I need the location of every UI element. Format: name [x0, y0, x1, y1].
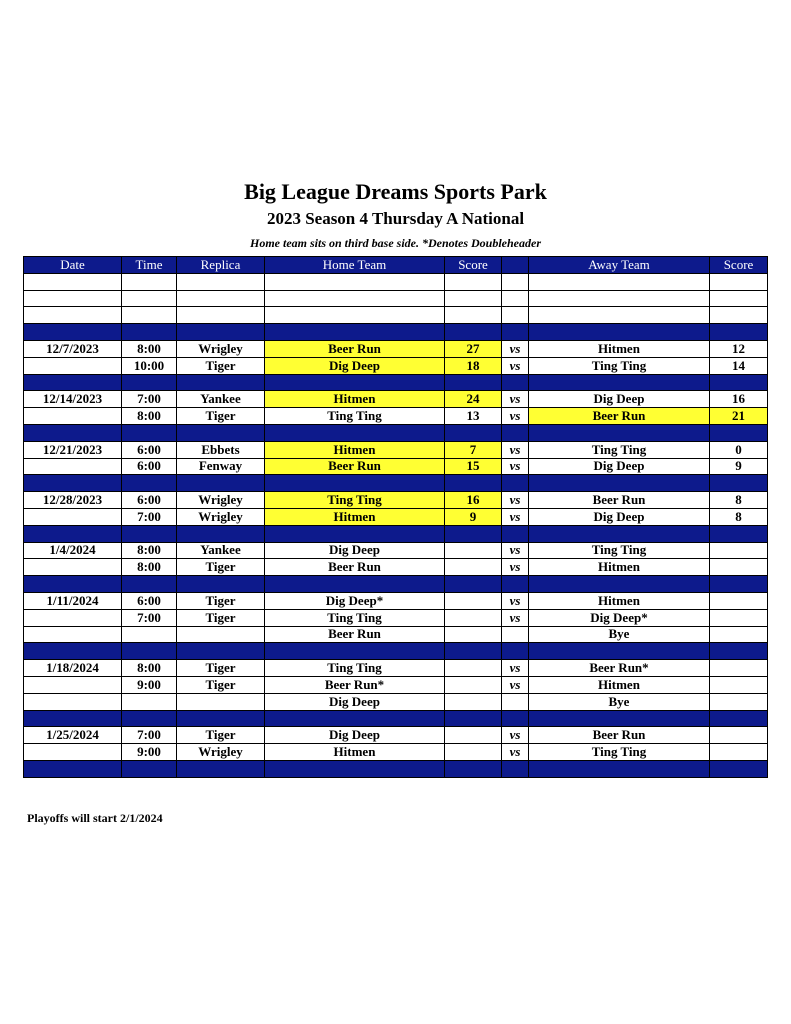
separator-cell — [177, 475, 265, 492]
cell-replica: Tiger — [177, 592, 265, 609]
schedule-body — [24, 273, 768, 777]
game-row — [24, 441, 768, 458]
cell-date — [24, 626, 122, 643]
cell-time: 9:00 — [122, 744, 177, 761]
cell-date: 12/7/2023 — [24, 340, 122, 357]
cell-replica: Wrigley — [177, 492, 265, 509]
separator-cell — [710, 760, 768, 777]
separator-cell — [445, 525, 502, 542]
cell-date: 1/25/2024 — [24, 727, 122, 744]
cell-away-score: 21 — [710, 408, 768, 425]
blank-cell — [529, 290, 710, 307]
cell-vs: vs — [502, 676, 529, 693]
cell-time: 7:00 — [122, 727, 177, 744]
cell-date — [24, 676, 122, 693]
cell-time: 8:00 — [122, 408, 177, 425]
blank-cell — [177, 307, 265, 324]
cell-home-team: Dig Deep — [265, 693, 445, 710]
cell-vs: vs — [502, 408, 529, 425]
separator-cell — [445, 710, 502, 727]
separator-cell — [24, 710, 122, 727]
cell-time: 10:00 — [122, 357, 177, 374]
cell-vs: vs — [502, 592, 529, 609]
separator-row — [24, 643, 768, 660]
cell-time: 8:00 — [122, 340, 177, 357]
separator-cell — [122, 324, 177, 341]
separator-cell — [529, 760, 710, 777]
game-row — [24, 559, 768, 576]
cell-home-score: 16 — [445, 492, 502, 509]
game-row — [24, 660, 768, 677]
cell-vs: vs — [502, 458, 529, 475]
cell-home-score — [445, 693, 502, 710]
cell-replica: Tiger — [177, 609, 265, 626]
separator-cell — [529, 374, 710, 391]
separator-cell — [24, 324, 122, 341]
separator-cell — [177, 324, 265, 341]
cell-replica: Yankee — [177, 391, 265, 408]
cell-date — [24, 609, 122, 626]
cell-home-team: Hitmen — [265, 391, 445, 408]
cell-home-team: Beer Run — [265, 559, 445, 576]
footer-note: Playoffs will start 2/1/2024 — [27, 811, 163, 825]
cell-home-team: Beer Run — [265, 626, 445, 643]
cell-away-team: Beer Run — [529, 727, 710, 744]
cell-time — [122, 693, 177, 710]
cell-away-score — [710, 559, 768, 576]
cell-date: 1/18/2024 — [24, 660, 122, 677]
cell-away-team: Dig Deep — [529, 391, 710, 408]
cell-replica: Tiger — [177, 408, 265, 425]
cell-home-team: Ting Ting — [265, 660, 445, 677]
cell-date — [24, 408, 122, 425]
cell-home-team: Dig Deep* — [265, 592, 445, 609]
cell-away-team: Hitmen — [529, 340, 710, 357]
blank-row — [24, 290, 768, 307]
game-row — [24, 592, 768, 609]
cell-away-team: Ting Ting — [529, 744, 710, 761]
game-row — [24, 340, 768, 357]
blank-cell — [122, 307, 177, 324]
separator-cell — [502, 324, 529, 341]
separator-cell — [122, 475, 177, 492]
cell-home-score — [445, 676, 502, 693]
cell-replica: Tiger — [177, 559, 265, 576]
cell-home-score — [445, 744, 502, 761]
cell-away-score: 0 — [710, 441, 768, 458]
cell-date — [24, 559, 122, 576]
game-row — [24, 744, 768, 761]
game-row — [24, 408, 768, 425]
blank-cell — [265, 273, 445, 290]
cell-vs: vs — [502, 391, 529, 408]
cell-away-team: Hitmen — [529, 676, 710, 693]
separator-cell — [445, 475, 502, 492]
cell-date: 1/11/2024 — [24, 592, 122, 609]
separator-cell — [445, 424, 502, 441]
cell-away-team: Dig Deep* — [529, 609, 710, 626]
cell-away-score — [710, 542, 768, 559]
separator-cell — [24, 525, 122, 542]
cell-away-score — [710, 592, 768, 609]
cell-replica: Tiger — [177, 727, 265, 744]
blank-cell — [710, 290, 768, 307]
separator-cell — [529, 525, 710, 542]
separator-cell — [502, 525, 529, 542]
separator-cell — [177, 374, 265, 391]
blank-cell — [122, 290, 177, 307]
cell-home-team: Hitmen — [265, 508, 445, 525]
col-header-time: Time — [122, 257, 177, 274]
cell-home-score — [445, 559, 502, 576]
separator-cell — [529, 643, 710, 660]
cell-replica: Fenway — [177, 458, 265, 475]
separator-cell — [177, 576, 265, 593]
separator-cell — [502, 475, 529, 492]
cell-away-score: 16 — [710, 391, 768, 408]
separator-cell — [445, 760, 502, 777]
separator-cell — [710, 324, 768, 341]
cell-home-team: Beer Run* — [265, 676, 445, 693]
cell-away-score: 8 — [710, 492, 768, 509]
separator-cell — [529, 710, 710, 727]
cell-time: 6:00 — [122, 458, 177, 475]
blank-cell — [177, 290, 265, 307]
cell-home-team: Dig Deep — [265, 542, 445, 559]
separator-cell — [177, 760, 265, 777]
cell-time: 6:00 — [122, 492, 177, 509]
cell-vs: vs — [502, 609, 529, 626]
blank-cell — [502, 273, 529, 290]
blank-cell — [529, 307, 710, 324]
cell-home-team: Dig Deep — [265, 357, 445, 374]
separator-cell — [265, 374, 445, 391]
separator-cell — [529, 576, 710, 593]
separator-cell — [265, 710, 445, 727]
cell-time: 7:00 — [122, 609, 177, 626]
separator-cell — [177, 424, 265, 441]
cell-time: 7:00 — [122, 508, 177, 525]
cell-date: 1/4/2024 — [24, 542, 122, 559]
separator-cell — [502, 643, 529, 660]
separator-cell — [710, 424, 768, 441]
separator-cell — [445, 374, 502, 391]
separator-cell — [502, 424, 529, 441]
cell-home-score — [445, 542, 502, 559]
cell-time — [122, 626, 177, 643]
cell-away-team: Ting Ting — [529, 441, 710, 458]
separator-cell — [265, 643, 445, 660]
cell-replica: Wrigley — [177, 744, 265, 761]
header-row — [24, 257, 768, 274]
cell-vs — [502, 626, 529, 643]
separator-row — [24, 710, 768, 727]
separator-cell — [265, 760, 445, 777]
cell-date — [24, 508, 122, 525]
cell-date — [24, 744, 122, 761]
separator-cell — [710, 475, 768, 492]
cell-away-team: Beer Run — [529, 492, 710, 509]
separator-cell — [24, 760, 122, 777]
cell-away-score — [710, 660, 768, 677]
separator-cell — [177, 525, 265, 542]
cell-away-team: Ting Ting — [529, 357, 710, 374]
cell-home-team: Beer Run — [265, 458, 445, 475]
separator-row — [24, 374, 768, 391]
separator-row — [24, 475, 768, 492]
game-row — [24, 391, 768, 408]
blank-cell — [445, 307, 502, 324]
game-row — [24, 626, 768, 643]
cell-away-score: 8 — [710, 508, 768, 525]
game-row — [24, 458, 768, 475]
cell-time: 6:00 — [122, 592, 177, 609]
game-row — [24, 693, 768, 710]
separator-cell — [122, 374, 177, 391]
separator-cell — [265, 525, 445, 542]
separator-cell — [529, 475, 710, 492]
separator-row — [24, 576, 768, 593]
cell-time: 7:00 — [122, 391, 177, 408]
separator-row — [24, 760, 768, 777]
cell-home-team: Hitmen — [265, 441, 445, 458]
cell-away-team: Bye — [529, 693, 710, 710]
blank-cell — [24, 290, 122, 307]
cell-time: 9:00 — [122, 676, 177, 693]
separator-cell — [265, 424, 445, 441]
col-header-date: Date — [24, 257, 122, 274]
cell-date — [24, 458, 122, 475]
blank-cell — [177, 273, 265, 290]
cell-replica: Tiger — [177, 357, 265, 374]
cell-away-team: Hitmen — [529, 592, 710, 609]
blank-cell — [24, 307, 122, 324]
cell-home-score: 24 — [445, 391, 502, 408]
cell-home-team: Ting Ting — [265, 609, 445, 626]
separator-cell — [710, 576, 768, 593]
cell-home-score: 7 — [445, 441, 502, 458]
separator-cell — [502, 374, 529, 391]
separator-cell — [177, 710, 265, 727]
separator-row — [24, 525, 768, 542]
cell-replica — [177, 693, 265, 710]
col-header-replica: Replica — [177, 257, 265, 274]
separator-cell — [710, 374, 768, 391]
cell-home-score: 27 — [445, 340, 502, 357]
separator-cell — [445, 324, 502, 341]
col-header-home-score: Score — [445, 257, 502, 274]
cell-time: 6:00 — [122, 441, 177, 458]
page-subtitle: 2023 Season 4 Thursday A National — [266, 209, 525, 228]
cell-replica: Yankee — [177, 542, 265, 559]
cell-home-score: 18 — [445, 357, 502, 374]
cell-away-score — [710, 744, 768, 761]
separator-cell — [445, 643, 502, 660]
cell-away-score: 9 — [710, 458, 768, 475]
cell-date: 12/28/2023 — [24, 492, 122, 509]
blank-row — [24, 273, 768, 290]
blank-cell — [529, 273, 710, 290]
separator-cell — [529, 324, 710, 341]
separator-cell — [502, 760, 529, 777]
cell-home-score: 9 — [445, 508, 502, 525]
blank-row — [24, 307, 768, 324]
cell-vs: vs — [502, 727, 529, 744]
cell-away-score — [710, 626, 768, 643]
game-row — [24, 727, 768, 744]
cell-away-team: Beer Run* — [529, 660, 710, 677]
page-title: Big League Dreams Sports Park — [244, 179, 547, 204]
cell-vs: vs — [502, 357, 529, 374]
cell-replica: Tiger — [177, 676, 265, 693]
separator-cell — [177, 643, 265, 660]
col-header-away-score: Score — [710, 257, 768, 274]
schedule-table — [23, 256, 768, 778]
cell-away-score: 14 — [710, 357, 768, 374]
cell-vs: vs — [502, 340, 529, 357]
cell-away-team: Hitmen — [529, 559, 710, 576]
separator-cell — [445, 576, 502, 593]
cell-replica: Ebbets — [177, 441, 265, 458]
col-header-home-team: Home Team — [265, 257, 445, 274]
cell-vs: vs — [502, 559, 529, 576]
blank-cell — [502, 307, 529, 324]
cell-home-score — [445, 592, 502, 609]
cell-home-score: 13 — [445, 408, 502, 425]
separator-row — [24, 324, 768, 341]
cell-vs: vs — [502, 508, 529, 525]
cell-home-team: Beer Run — [265, 340, 445, 357]
separator-cell — [122, 424, 177, 441]
separator-cell — [710, 643, 768, 660]
game-row — [24, 676, 768, 693]
cell-away-team: Dig Deep — [529, 508, 710, 525]
separator-cell — [529, 424, 710, 441]
game-row — [24, 542, 768, 559]
blank-cell — [445, 290, 502, 307]
cell-away-score — [710, 727, 768, 744]
cell-vs: vs — [502, 744, 529, 761]
separator-cell — [502, 576, 529, 593]
cell-time: 8:00 — [122, 559, 177, 576]
game-row — [24, 609, 768, 626]
cell-vs: vs — [502, 492, 529, 509]
cell-replica: Tiger — [177, 660, 265, 677]
blank-cell — [265, 290, 445, 307]
separator-cell — [710, 525, 768, 542]
cell-date — [24, 357, 122, 374]
separator-cell — [24, 374, 122, 391]
blank-cell — [122, 273, 177, 290]
separator-cell — [24, 643, 122, 660]
blank-cell — [710, 307, 768, 324]
cell-replica — [177, 626, 265, 643]
cell-away-team: Beer Run — [529, 408, 710, 425]
separator-cell — [24, 424, 122, 441]
separator-row — [24, 424, 768, 441]
page-note: Home team sits on third base side. *Denotes Doubleheader — [250, 236, 541, 250]
cell-home-team: Dig Deep — [265, 727, 445, 744]
cell-home-score — [445, 660, 502, 677]
game-row — [24, 508, 768, 525]
cell-vs: vs — [502, 542, 529, 559]
cell-date: 12/21/2023 — [24, 441, 122, 458]
cell-away-score — [710, 676, 768, 693]
separator-cell — [122, 760, 177, 777]
cell-home-score: 15 — [445, 458, 502, 475]
separator-cell — [122, 643, 177, 660]
cell-away-team: Ting Ting — [529, 542, 710, 559]
blank-cell — [710, 273, 768, 290]
blank-cell — [265, 307, 445, 324]
cell-home-score — [445, 609, 502, 626]
separator-cell — [265, 475, 445, 492]
separator-cell — [122, 710, 177, 727]
cell-time: 8:00 — [122, 542, 177, 559]
separator-cell — [122, 576, 177, 593]
separator-cell — [265, 324, 445, 341]
cell-home-team: Hitmen — [265, 744, 445, 761]
game-row — [24, 357, 768, 374]
cell-date: 12/14/2023 — [24, 391, 122, 408]
blank-cell — [445, 273, 502, 290]
blank-cell — [502, 290, 529, 307]
blank-cell — [24, 273, 122, 290]
cell-away-team: Bye — [529, 626, 710, 643]
cell-time: 8:00 — [122, 660, 177, 677]
cell-home-score — [445, 727, 502, 744]
cell-home-team: Ting Ting — [265, 408, 445, 425]
cell-vs — [502, 693, 529, 710]
col-header-vs — [502, 257, 529, 274]
cell-away-score — [710, 609, 768, 626]
cell-away-score: 12 — [710, 340, 768, 357]
separator-cell — [502, 710, 529, 727]
separator-cell — [24, 475, 122, 492]
cell-vs: vs — [502, 660, 529, 677]
cell-home-team: Ting Ting — [265, 492, 445, 509]
cell-vs: vs — [502, 441, 529, 458]
cell-home-score — [445, 626, 502, 643]
separator-cell — [710, 710, 768, 727]
separator-cell — [122, 525, 177, 542]
cell-away-score — [710, 693, 768, 710]
cell-date — [24, 693, 122, 710]
cell-replica: Wrigley — [177, 340, 265, 357]
separator-cell — [24, 576, 122, 593]
game-row — [24, 492, 768, 509]
separator-cell — [265, 576, 445, 593]
cell-replica: Wrigley — [177, 508, 265, 525]
cell-away-team: Dig Deep — [529, 458, 710, 475]
col-header-away-team: Away Team — [529, 257, 710, 274]
